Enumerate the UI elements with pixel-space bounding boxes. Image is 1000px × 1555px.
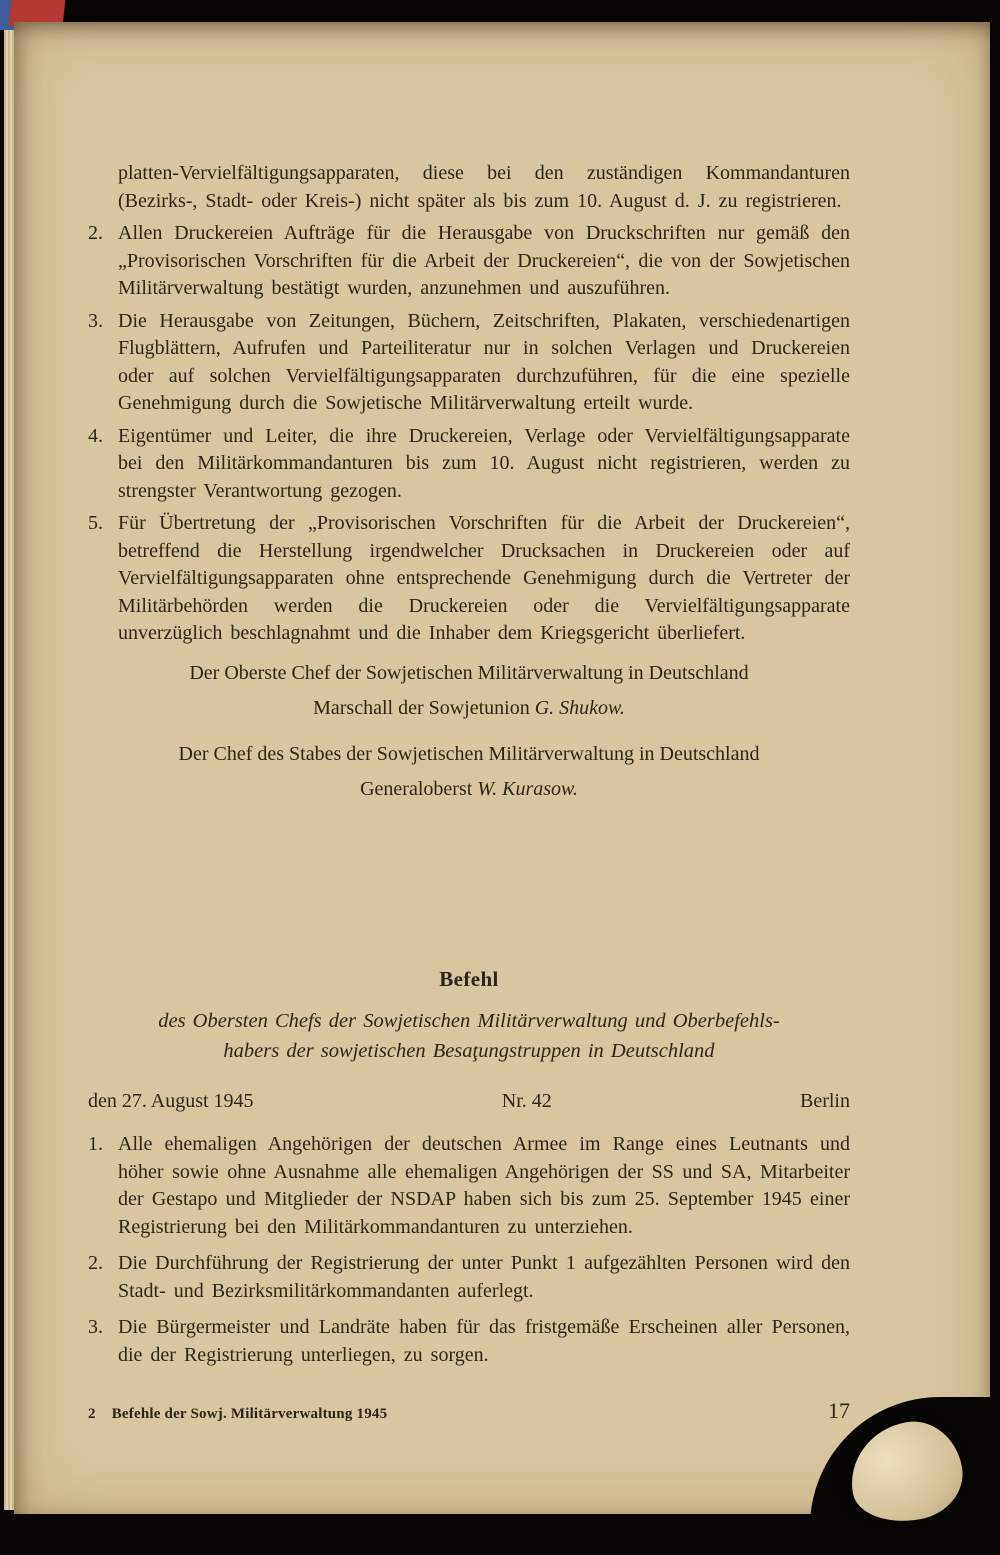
item-text: Für Übertretung der „Provisorischen Vorschriften für die Arbeit der Druckereien“, betreffend die Herstellung irgendwelcher Drucksachen in Druckereien oder auf Vervielfältigungsapparaten ohne entsprechende Genehmigung durch die Vertreter der Militärbehörden werden die Druckereien oder die Vervielfältigungsapparate unverzüglich beschlagnahmt und die Inhaber dem Kriegsgericht überliefert. xyxy=(118,512,850,644)
signature-staff-title: Der Chef des Stabes der Sowjetischen Militärverwaltung in Deutschland xyxy=(178,742,760,765)
list-item xyxy=(88,1314,850,1369)
list-item xyxy=(88,423,850,506)
item-number: 2. xyxy=(88,1252,103,1274)
item-number: 3. xyxy=(88,309,103,332)
signature-staff-name: W. Kurasow. xyxy=(477,778,578,800)
order-41-section xyxy=(88,160,850,804)
item-text: Die Herausgabe von Zeitungen, Büchern, Zeitschriften, Plakaten, verschiedenartigen Flugblättern, Aufrufen und Parteiliteratur nur in solchen Verlagen und Druckereien oder auf solchen Vervielfältigungsapparaten durchzuführen, für die eine spezielle Genehmigung durch die Sowjetische Militärverwaltung erteilt wurde. xyxy=(118,309,850,414)
item-number: 5. xyxy=(88,512,103,534)
signature-chief-rank: Marschall der Sowjetunion xyxy=(313,697,530,719)
order-place: Berlin xyxy=(800,1089,850,1112)
running-title-text: Befehle der Sowj. Militärverwaltung 1945 xyxy=(111,1406,388,1422)
continuation-paragraph: platten-Vervielfältigungsapparaten, diese bei den zuständigen Kommandanturen (Bezirks-, Stadt- oder Kreis-) nicht später als bis zum 10. August d. J. zu registrieren. xyxy=(118,162,850,212)
list-item xyxy=(88,308,850,418)
list-item xyxy=(88,220,850,303)
item-text: Alle ehemaligen Angehörigen der deutschen Armee im Range eines Leutnants und höher sowie ohne Ausnahme alle ehemaligen Angehörigen der SS und SA, Mitarbeiter der Gestapo und Mitglieder der NSDAP haben sich bis zum 25. September 1945 einer Registrierung bei den Militärkommandanturen zu unterziehen. xyxy=(118,1133,850,1238)
item-text: Die Bürgermeister und Landräte haben für das fristgemäße Erscheinen aller Personen, die der Registrierung unterliegen, zu sorgen. xyxy=(118,1316,850,1366)
befehl-subtitle-line2: habers der sowjetischen Besaţungstruppen in Deutschland xyxy=(223,1039,715,1062)
befehl-heading: Befehl xyxy=(439,967,499,991)
signature-staff-name-line xyxy=(88,776,850,804)
signature-chief-name: G. Shukow. xyxy=(534,697,625,719)
signature-chief-title: Der Oberste Chef der Sowjetischen Militärverwaltung in Deutschland xyxy=(189,661,749,684)
order-number: Nr. 42 xyxy=(501,1089,552,1112)
item-number: 3. xyxy=(88,1316,103,1338)
order-date: den 27. August 1945 xyxy=(88,1089,254,1112)
item-text: Allen Druckereien Aufträge für die Herausgabe von Druckschriften nur gemäß den „Provisorischen Vorschriften für die Arbeit der Druckereien“, die von der Sowjetischen Militärverwaltung bestätigt wurden, anzunehmen und auszuführen. xyxy=(118,222,850,299)
list-item xyxy=(88,1131,850,1241)
signature-chief-name-line xyxy=(88,695,850,723)
order-42-list xyxy=(88,1131,850,1369)
page-number: 17 xyxy=(828,1398,850,1423)
paper-page xyxy=(14,22,990,1514)
signature-staff-rank: Generaloberst xyxy=(360,778,473,800)
item-text: Die Durchführung der Registrierung der unter Punkt 1 aufgezählten Personen wird den Stadt- und Bezirksmilitärkommandanten auferlegt. xyxy=(118,1252,850,1302)
item-number: 1. xyxy=(88,1133,103,1155)
page-footer xyxy=(88,1398,850,1424)
sheet-signature-mark: 2 xyxy=(88,1406,96,1422)
list-item xyxy=(88,1250,850,1305)
item-number: 2. xyxy=(88,222,103,244)
befehl-subtitle-line1: des Obersten Chefs der Sowjetischen Militärverwaltung und Oberbefehls- xyxy=(158,1009,780,1032)
befehl-subtitle xyxy=(88,1006,850,1066)
item-text: Eigentümer und Leiter, die ihre Druckereien, Verlage oder Vervielfältigungsapparate bei den Militärkommandanturen bis zum 10. August nicht registrieren, werden zu strengster Verantwortung gezogen. xyxy=(118,424,850,502)
list-item xyxy=(88,510,850,648)
order-42-section xyxy=(88,966,850,1378)
date-line xyxy=(88,1088,850,1116)
stacked-page-edges xyxy=(4,26,14,1510)
footer-running-title xyxy=(88,1406,387,1423)
item-number: 4. xyxy=(88,424,103,447)
